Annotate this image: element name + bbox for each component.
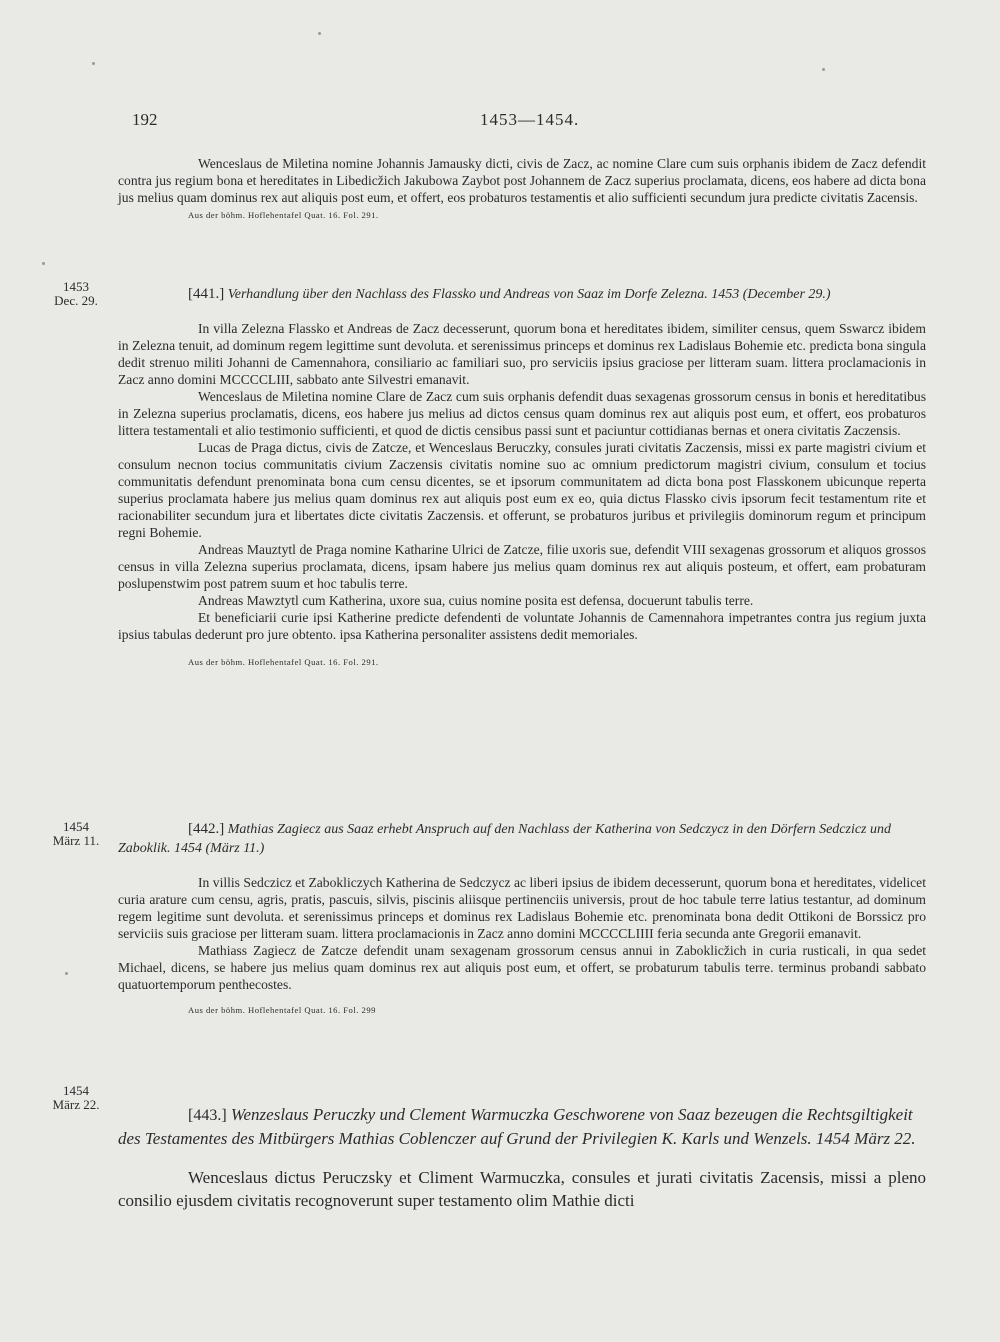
- paragraph: Wenceslaus dictus Peruczsky et Climent Warmuczka, consules et jurati civitatis Zacensis, missi a pleno consilio ejusdem civitatis recognoverunt super testamento olim Mathie dicti: [118, 1168, 926, 1210]
- margin-year: 1454: [63, 1083, 89, 1098]
- entry-heading: [118, 1103, 926, 1150]
- entry-number: [443.]: [188, 1107, 227, 1124]
- margin-date-441: [36, 280, 116, 308]
- paper-speck: [65, 972, 68, 975]
- margin-day: Dec. 29.: [54, 293, 98, 308]
- entry-title: Wenzeslaus Peruczky und Clement Warmuczka Geschworene von Saaz bezeugen die Rechtsgiltigkeit des Testamentes des Mitbürgers Mathias Coblenczer auf Grund der Privilegien K. Karls und Wenzels. 1454 März 22.: [118, 1105, 916, 1148]
- paragraph: Et beneficiarii curie ipsi Katherine predicte defendenti de voluntate Johannis de Camennahora impetrantes contra jus regium juxta ipsius tabulas dederunt pro jure obtento. ipsa Katherina personaliter assistens dedit memoriales.: [118, 610, 926, 642]
- entry-title: Verhandlung über den Nachlass des Flassko und Andreas von Saaz im Dorfe Zelezna. 1453 (December 29.): [227, 287, 831, 302]
- entry-number: [442.]: [188, 821, 225, 837]
- paragraph: In villis Sedczicz et Zabokliczych Katherina de Sedczycz ac liberi ipsius de ibidem decesserunt, quorum bona et hereditates, videlicet curia arature cum censu, agris, pratis, pascuis, silvis, piscinis aliisque pertinenciis universis, prout de hoc tabule terre latius testantur, ad dominum regem legitime sunt devoluta. et serenissimus princeps et dominus rex Ladislaus Bohemie etc. prenominata bona dedit Ottikoni de Borssicz pro serviciis suis graciose per litteram suam. littera proclamacionis in Zacz anno domini MCCCCLIIII feria secunda ante Gregorii emanavit.: [118, 875, 926, 941]
- margin-year: 1453: [63, 279, 89, 294]
- entry-442: [118, 820, 926, 1015]
- page-number: 192: [132, 110, 158, 129]
- paper-speck: [42, 262, 45, 265]
- page-range: 1453—1454.: [480, 110, 580, 129]
- entry-441: [118, 285, 926, 667]
- entry-title: Mathias Zagiecz aus Saaz erhebt Anspruch auf den Nachlass der Katherina von Sedczycz in den Dörfern Sedczicz und Zaboklik. 1454 (März 11.): [118, 822, 891, 856]
- paper-speck: [822, 68, 825, 71]
- intro-paragraph: Wenceslaus de Miletina nomine Johannis Jamausky dicti, civis de Zacz, ac nomine Clare cum suis orphanis ibidem de Zacz defendit contra jus regium bona et hereditates in Libedicžich Jakubowa Zaybot post Johannem de Zacz superius proclamata, dicens, eos habere ad dicta bona jus melius quam dominus rex aut aliquis post eum, et offert, eos probaturos testamentis et alio sufficienti secundum jura predicte civitatis Zacensis.: [118, 156, 926, 205]
- paragraph: Wenceslaus de Miletina nomine Clare de Zacz cum suis orphanis defendit duas sexagenas grossorum census in bonis et hereditatibus in Zelezna superius proclamatis, dicens, eos habere jus melius ad dictos census quam dominus rex aut aliquis post eum, et offert, eos probaturos littera testamentali et alio testimonio sufficienti, et quod de dictis censibus passi sunt et paciuntur cottidianas bernas et onera civitatis Zaczensis.: [118, 389, 926, 438]
- source-note: Aus der böhm. Hoflehentafel Quat. 16. Fol. 291.: [188, 210, 379, 220]
- margin-day: März 11.: [52, 833, 100, 848]
- paper-speck: [92, 62, 95, 65]
- source-note: Aus der böhm. Hoflehentafel Quat. 16. Fol. 291.: [188, 657, 379, 667]
- source-note: Aus der böhm. Hoflehentafel Quat. 16. Fol. 299: [188, 1005, 376, 1015]
- paragraph: Andreas Mauztytl de Praga nomine Katharine Ulrici de Zatcze, filie uxoris sue, defendit VIII sexagenas grossorum et aliquos grossos census in villa Zelezna superius proclamata, dicens, ipsam habere jus melius quam dominus rex aut aliquis posteum, et offert, eam probaturam poslupenstwim post patrem suum et hoc tabulis terre.: [118, 542, 926, 591]
- entry-heading: [118, 820, 926, 858]
- page-header: [120, 110, 920, 134]
- entry-number: [441.]: [188, 286, 225, 302]
- entry-heading: [118, 285, 926, 304]
- paragraph: Mathiass Zagiecz de Zatcze defendit unam sexagenam grossorum census annui in Zaboklicžich in curia rusticali, in qua sedet Michael, dicens, se habere jus melius quam dominus rex aut aliquis post eum, et offert, se probaturum tabulis terre. terminus probandi sabbato quatuortemporum penthecostes.: [118, 943, 926, 992]
- paragraph: Lucas de Praga dictus, civis de Zatcze, et Wenceslaus Beruczky, consules jurati civitatis Zaczensis, missi ex parte magistri civium et consulum necnon tocius communitatis civium Zaczensis civitatis nomine suo ac omnium predictorum magistri civium, consulum et tocius communitatis defendunt prenominata bona cum censu dicentes, se et ipsorum communitatem ad dicta bona post Flasskonem ubicunque reperta superius proclamata habere jus melius quam dominus rex aut aliquis post eum ex eo, quia dictus Flassko civis ipsorum fecit testamentum rite et racionabiliter secundum jura et libertates dicte civitatis Zaczensis. et offerunt, se probaturos juribus et privilegiis dominorum regum et principum regni Bohemie.: [118, 440, 926, 540]
- margin-date-442: [36, 820, 116, 848]
- paragraph: Andreas Mawztytl cum Katherina, uxore sua, cuius nomine posita est defensa, docuerunt tabulis terre.: [198, 593, 754, 608]
- intro-section: [118, 155, 926, 220]
- margin-year: 1454: [63, 819, 89, 834]
- entry-443: [118, 1103, 926, 1212]
- paper-speck: [318, 32, 321, 35]
- margin-date-443: [36, 1084, 116, 1112]
- margin-day: März 22.: [52, 1097, 100, 1112]
- paragraph: In villa Zelezna Flassko et Andreas de Zacz decesserunt, quorum bona et hereditates ibidem, similiter census, quem Sswarcz ibidem in Zelezna tenuit, ad dominum regem legittime sunt devoluta. et serenissimus princeps et dominus rex Ladislaus Bohemie etc. predicta bona singula dedit strenuo militi Johanni de Camennahora, consiliario ac familiari suo, pro serviciis ipsius graciose per litteram suam. littera proclamacionis in Zacz anno domini MCCCCLIII, sabbato ante Silvestri emanavit.: [118, 321, 926, 387]
